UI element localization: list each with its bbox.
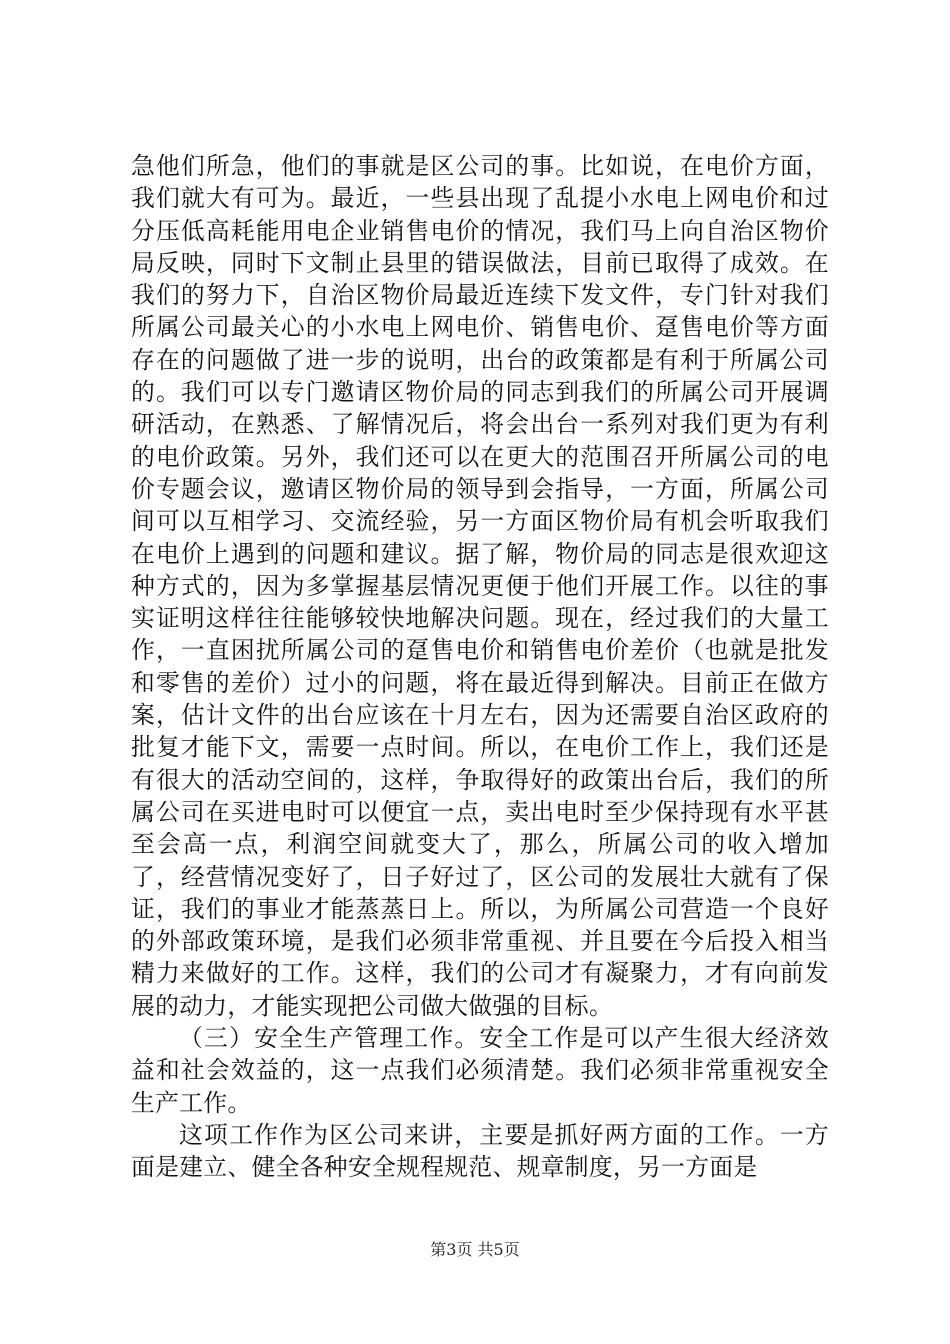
paragraph-electricity-price: 急他们所急，他们的事就是区公司的事。比如说，在电价方面，我们就大有可为。最近，一些县出现了乱提小水电上网电价和过分压低高耗能用电企业销售电价的情况，我们马上向自治区物价局反映，同时下文制止县里的错误做法，目前已取得了成效。在我们的努力下，自治区物价局最近连续下发文件，专门针对我们所属公司最关心的小水电上网电价、销售电价、趸售电价等方面存在的问题做了进一步的说明，出台的政策都是有利于所属公司的。我们可以专门邀请区物价局的同志到我们的所属公司开展调研活动，在熟悉、了解情况后，将会出台一系列对我们更为有利的电价政策。另外，我们还可以在更大的范围召开所属公司的电价专题会议，邀请区物价局的领导到会指导，一方面，所属公司间可以互相学习、交流经验，另一方面区物价局有机会听取我们在电价上遇到的问题和建议。据了解，物价局的同志是很欢迎这种方式的，因为多掌握基层情况更便于他们开展工作。以往的事实证明这样往往能够较快地解决问题。现在，经过我们的大量工作，一直困扰所属公司的趸售电价和销售电价差价（也就是批发和零售的差价）过小的问题，将在最近得到解决。目前正在做方案，估计文件的出台应该在十月左右，因为还需要自治区政府的批复才能下文，需要一点时间。所以，在电价工作上，我们还是有很大的活动空间的，这样，争取得好的政策出台后，我们的所属公司在买进电时可以便宜一点，卖出电时至少保持现有水平甚至会高一点，利润空间就变大了，那么，所属公司的收入增加了，经营情况变好了，日子好过了，区公司的发展壮大就有了保证，我们的事业才能蒸蒸日上。所以，为所属公司营造一个良好的外部政策环境，是我们必须非常重视、并且要在今后投入相当精力来做好的工作。这样，我们的公司才有凝聚力，才有向前发展的动力，才能实现把公司做大做强的目标。 <box>131 152 829 1020</box>
document-body <box>131 150 829 1184</box>
page-footer: 第3页 共5页 <box>430 1240 520 1259</box>
paragraph-safety-work: 这项工作作为区公司来讲，主要是抓好两方面的工作。一方面是建立、健全各种安全规程规范、规章制度，另一方面是 <box>131 1120 829 1182</box>
paragraph-safety-production-heading: （三）安全生产管理工作。安全工作是可以产生很大经济效益和社会效益的，这一点我们必须清楚。我们必须非常重视安全生产工作。 <box>131 1024 829 1117</box>
